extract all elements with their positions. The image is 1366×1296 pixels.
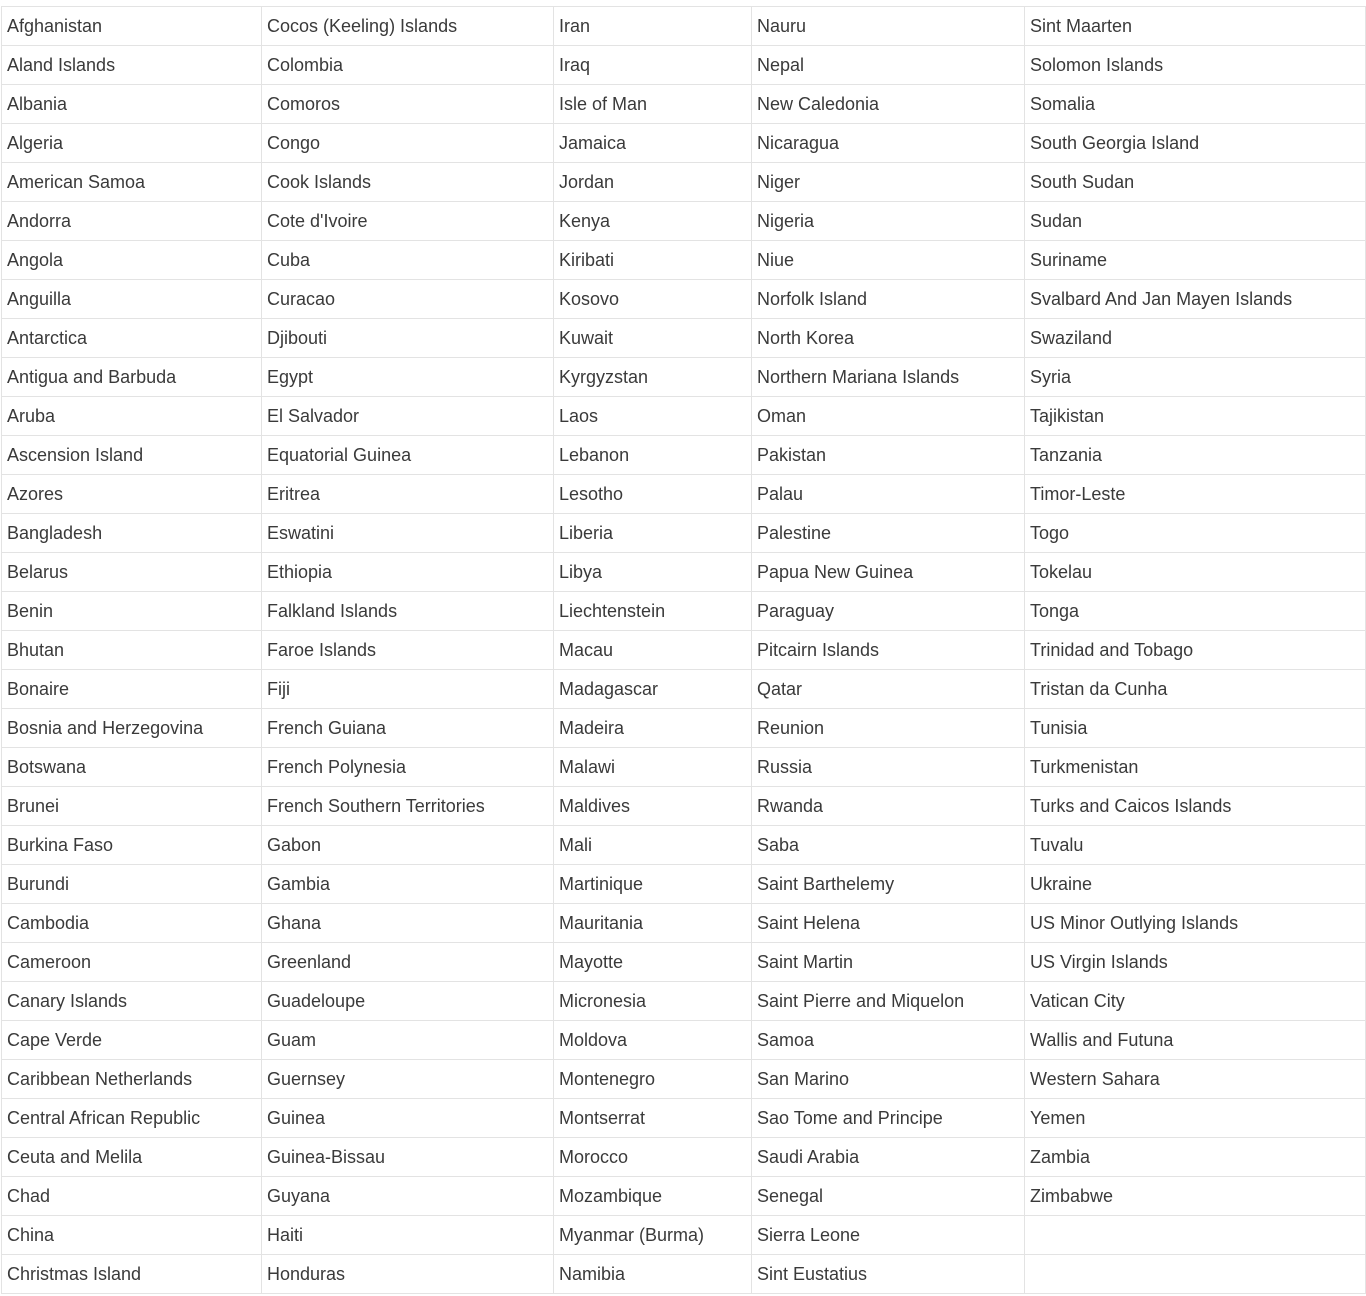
country-cell: Papua New Guinea bbox=[752, 553, 1025, 592]
country-cell: Nigeria bbox=[752, 202, 1025, 241]
country-cell: China bbox=[2, 1216, 262, 1255]
country-cell: Tanzania bbox=[1025, 436, 1366, 475]
country-cell: Azores bbox=[2, 475, 262, 514]
table-row bbox=[2, 280, 1366, 319]
country-cell: Saint Pierre and Miquelon bbox=[752, 982, 1025, 1021]
country-cell: Tonga bbox=[1025, 592, 1366, 631]
country-cell: Isle of Man bbox=[554, 85, 752, 124]
country-cell: Faroe Islands bbox=[262, 631, 554, 670]
country-cell: Afghanistan bbox=[2, 7, 262, 46]
table-row bbox=[2, 826, 1366, 865]
country-cell: Lesotho bbox=[554, 475, 752, 514]
country-cell: Sierra Leone bbox=[752, 1216, 1025, 1255]
country-cell: Macau bbox=[554, 631, 752, 670]
country-cell: Canary Islands bbox=[2, 982, 262, 1021]
table-row bbox=[2, 748, 1366, 787]
table-row bbox=[2, 124, 1366, 163]
country-cell: North Korea bbox=[752, 319, 1025, 358]
country-cell: Maldives bbox=[554, 787, 752, 826]
country-cell bbox=[1025, 1216, 1366, 1255]
country-cell: Moldova bbox=[554, 1021, 752, 1060]
table-row bbox=[2, 709, 1366, 748]
country-cell: Wallis and Futuna bbox=[1025, 1021, 1366, 1060]
country-cell: Antigua and Barbuda bbox=[2, 358, 262, 397]
country-cell: Timor-Leste bbox=[1025, 475, 1366, 514]
country-cell: Burkina Faso bbox=[2, 826, 262, 865]
country-cell: Central African Republic bbox=[2, 1099, 262, 1138]
country-cell: Togo bbox=[1025, 514, 1366, 553]
country-cell: Falkland Islands bbox=[262, 592, 554, 631]
country-cell: Cape Verde bbox=[2, 1021, 262, 1060]
country-cell: Guadeloupe bbox=[262, 982, 554, 1021]
country-cell: French Polynesia bbox=[262, 748, 554, 787]
country-cell: Sint Eustatius bbox=[752, 1255, 1025, 1294]
country-cell: Martinique bbox=[554, 865, 752, 904]
country-cell: Tuvalu bbox=[1025, 826, 1366, 865]
table-row bbox=[2, 1021, 1366, 1060]
country-cell: Kiribati bbox=[554, 241, 752, 280]
table-row bbox=[2, 1060, 1366, 1099]
country-cell: Laos bbox=[554, 397, 752, 436]
country-cell: Sudan bbox=[1025, 202, 1366, 241]
country-cell: Jordan bbox=[554, 163, 752, 202]
country-cell: Bonaire bbox=[2, 670, 262, 709]
country-cell: El Salvador bbox=[262, 397, 554, 436]
country-cell: Kosovo bbox=[554, 280, 752, 319]
country-cell: Namibia bbox=[554, 1255, 752, 1294]
country-cell: Ukraine bbox=[1025, 865, 1366, 904]
country-cell: Chad bbox=[2, 1177, 262, 1216]
table-row bbox=[2, 397, 1366, 436]
country-cell: French Guiana bbox=[262, 709, 554, 748]
country-cell: Somalia bbox=[1025, 85, 1366, 124]
country-cell: Colombia bbox=[262, 46, 554, 85]
country-cell: Nepal bbox=[752, 46, 1025, 85]
country-cell: Caribbean Netherlands bbox=[2, 1060, 262, 1099]
country-cell: Mayotte bbox=[554, 943, 752, 982]
country-cell: Mozambique bbox=[554, 1177, 752, 1216]
country-cell: Madagascar bbox=[554, 670, 752, 709]
table-row bbox=[2, 241, 1366, 280]
country-cell: Saint Helena bbox=[752, 904, 1025, 943]
country-cell: Solomon Islands bbox=[1025, 46, 1366, 85]
country-cell: New Caledonia bbox=[752, 85, 1025, 124]
country-cell: Aland Islands bbox=[2, 46, 262, 85]
country-cell: Nauru bbox=[752, 7, 1025, 46]
country-cell: Tristan da Cunha bbox=[1025, 670, 1366, 709]
table-row bbox=[2, 1177, 1366, 1216]
country-cell: Haiti bbox=[262, 1216, 554, 1255]
country-cell: Congo bbox=[262, 124, 554, 163]
table-row bbox=[2, 163, 1366, 202]
country-cell: Guinea bbox=[262, 1099, 554, 1138]
country-table bbox=[1, 6, 1366, 1294]
country-cell: Pitcairn Islands bbox=[752, 631, 1025, 670]
country-cell: Madeira bbox=[554, 709, 752, 748]
country-cell: Tajikistan bbox=[1025, 397, 1366, 436]
country-cell: American Samoa bbox=[2, 163, 262, 202]
country-cell: Northern Mariana Islands bbox=[752, 358, 1025, 397]
country-cell: Cook Islands bbox=[262, 163, 554, 202]
table-row bbox=[2, 787, 1366, 826]
country-cell: Equatorial Guinea bbox=[262, 436, 554, 475]
country-cell: South Georgia Island bbox=[1025, 124, 1366, 163]
country-cell: Myanmar (Burma) bbox=[554, 1216, 752, 1255]
country-cell: Qatar bbox=[752, 670, 1025, 709]
country-cell: Russia bbox=[752, 748, 1025, 787]
country-cell: Oman bbox=[752, 397, 1025, 436]
country-cell: Rwanda bbox=[752, 787, 1025, 826]
country-cell: Botswana bbox=[2, 748, 262, 787]
table-row bbox=[2, 202, 1366, 241]
country-cell: Antarctica bbox=[2, 319, 262, 358]
country-cell: San Marino bbox=[752, 1060, 1025, 1099]
country-cell: Yemen bbox=[1025, 1099, 1366, 1138]
country-cell: Curacao bbox=[262, 280, 554, 319]
country-cell: Saba bbox=[752, 826, 1025, 865]
country-cell: Cote d'Ivoire bbox=[262, 202, 554, 241]
country-cell: Palau bbox=[752, 475, 1025, 514]
table-row bbox=[2, 592, 1366, 631]
country-cell: Albania bbox=[2, 85, 262, 124]
country-cell: Iran bbox=[554, 7, 752, 46]
country-cell: Brunei bbox=[2, 787, 262, 826]
country-cell: Iraq bbox=[554, 46, 752, 85]
country-cell: US Virgin Islands bbox=[1025, 943, 1366, 982]
country-cell: US Minor Outlying Islands bbox=[1025, 904, 1366, 943]
country-cell: Djibouti bbox=[262, 319, 554, 358]
country-cell: Saudi Arabia bbox=[752, 1138, 1025, 1177]
country-cell: Micronesia bbox=[554, 982, 752, 1021]
country-cell: Ghana bbox=[262, 904, 554, 943]
country-cell: Saint Martin bbox=[752, 943, 1025, 982]
country-cell: Jamaica bbox=[554, 124, 752, 163]
country-cell: Anguilla bbox=[2, 280, 262, 319]
table-row bbox=[2, 514, 1366, 553]
country-cell: Kyrgyzstan bbox=[554, 358, 752, 397]
table-row bbox=[2, 982, 1366, 1021]
country-cell: South Sudan bbox=[1025, 163, 1366, 202]
country-cell: Senegal bbox=[752, 1177, 1025, 1216]
country-cell: Palestine bbox=[752, 514, 1025, 553]
country-cell: Benin bbox=[2, 592, 262, 631]
table-row bbox=[2, 904, 1366, 943]
country-cell: Christmas Island bbox=[2, 1255, 262, 1294]
country-cell: Bosnia and Herzegovina bbox=[2, 709, 262, 748]
country-cell: Suriname bbox=[1025, 241, 1366, 280]
country-cell: Niue bbox=[752, 241, 1025, 280]
country-cell: Montenegro bbox=[554, 1060, 752, 1099]
table-row bbox=[2, 7, 1366, 46]
country-cell: Mauritania bbox=[554, 904, 752, 943]
table-row bbox=[2, 358, 1366, 397]
country-cell: Zimbabwe bbox=[1025, 1177, 1366, 1216]
country-cell: Montserrat bbox=[554, 1099, 752, 1138]
country-cell: Turks and Caicos Islands bbox=[1025, 787, 1366, 826]
country-cell: Bhutan bbox=[2, 631, 262, 670]
country-cell: Tokelau bbox=[1025, 553, 1366, 592]
country-cell: Aruba bbox=[2, 397, 262, 436]
country-cell: Guernsey bbox=[262, 1060, 554, 1099]
table-row bbox=[2, 1255, 1366, 1294]
country-cell: Belarus bbox=[2, 553, 262, 592]
country-cell: Ascension Island bbox=[2, 436, 262, 475]
country-cell: Liberia bbox=[554, 514, 752, 553]
country-cell: Fiji bbox=[262, 670, 554, 709]
country-cell: Zambia bbox=[1025, 1138, 1366, 1177]
country-table-body bbox=[2, 7, 1366, 1294]
country-cell: Gabon bbox=[262, 826, 554, 865]
country-cell: Cocos (Keeling) Islands bbox=[262, 7, 554, 46]
country-cell: Morocco bbox=[554, 1138, 752, 1177]
country-cell: Eswatini bbox=[262, 514, 554, 553]
country-cell: Ethiopia bbox=[262, 553, 554, 592]
country-cell bbox=[1025, 1255, 1366, 1294]
country-cell: Ceuta and Melila bbox=[2, 1138, 262, 1177]
country-cell: Paraguay bbox=[752, 592, 1025, 631]
country-cell: Vatican City bbox=[1025, 982, 1366, 1021]
country-cell: Niger bbox=[752, 163, 1025, 202]
country-cell: Saint Barthelemy bbox=[752, 865, 1025, 904]
country-cell: Egypt bbox=[262, 358, 554, 397]
country-cell: Syria bbox=[1025, 358, 1366, 397]
country-cell: Mali bbox=[554, 826, 752, 865]
table-row bbox=[2, 436, 1366, 475]
table-row bbox=[2, 553, 1366, 592]
table-row bbox=[2, 670, 1366, 709]
country-cell: Guinea-Bissau bbox=[262, 1138, 554, 1177]
country-cell: Greenland bbox=[262, 943, 554, 982]
table-row bbox=[2, 1138, 1366, 1177]
country-cell: Malawi bbox=[554, 748, 752, 787]
country-cell: Liechtenstein bbox=[554, 592, 752, 631]
country-cell: Comoros bbox=[262, 85, 554, 124]
country-cell: Tunisia bbox=[1025, 709, 1366, 748]
country-cell: Cameroon bbox=[2, 943, 262, 982]
country-cell: Bangladesh bbox=[2, 514, 262, 553]
country-cell: Turkmenistan bbox=[1025, 748, 1366, 787]
country-cell: Nicaragua bbox=[752, 124, 1025, 163]
country-cell: Pakistan bbox=[752, 436, 1025, 475]
country-cell: Kuwait bbox=[554, 319, 752, 358]
country-cell: Libya bbox=[554, 553, 752, 592]
country-cell: Sint Maarten bbox=[1025, 7, 1366, 46]
table-row bbox=[2, 46, 1366, 85]
table-row bbox=[2, 319, 1366, 358]
table-row bbox=[2, 1216, 1366, 1255]
country-cell: Eritrea bbox=[262, 475, 554, 514]
table-row bbox=[2, 631, 1366, 670]
country-cell: Guam bbox=[262, 1021, 554, 1060]
country-cell: Western Sahara bbox=[1025, 1060, 1366, 1099]
country-cell: French Southern Territories bbox=[262, 787, 554, 826]
table-row bbox=[2, 475, 1366, 514]
country-cell: Reunion bbox=[752, 709, 1025, 748]
table-row bbox=[2, 1099, 1366, 1138]
table-row bbox=[2, 85, 1366, 124]
country-cell: Guyana bbox=[262, 1177, 554, 1216]
country-cell: Gambia bbox=[262, 865, 554, 904]
table-row bbox=[2, 943, 1366, 982]
country-cell: Samoa bbox=[752, 1021, 1025, 1060]
country-cell: Andorra bbox=[2, 202, 262, 241]
country-cell: Swaziland bbox=[1025, 319, 1366, 358]
country-cell: Trinidad and Tobago bbox=[1025, 631, 1366, 670]
country-cell: Cambodia bbox=[2, 904, 262, 943]
country-cell: Sao Tome and Principe bbox=[752, 1099, 1025, 1138]
country-cell: Kenya bbox=[554, 202, 752, 241]
country-cell: Norfolk Island bbox=[752, 280, 1025, 319]
country-cell: Lebanon bbox=[554, 436, 752, 475]
country-cell: Cuba bbox=[262, 241, 554, 280]
country-cell: Angola bbox=[2, 241, 262, 280]
country-cell: Svalbard And Jan Mayen Islands bbox=[1025, 280, 1366, 319]
country-cell: Algeria bbox=[2, 124, 262, 163]
country-cell: Burundi bbox=[2, 865, 262, 904]
country-cell: Honduras bbox=[262, 1255, 554, 1294]
table-row bbox=[2, 865, 1366, 904]
